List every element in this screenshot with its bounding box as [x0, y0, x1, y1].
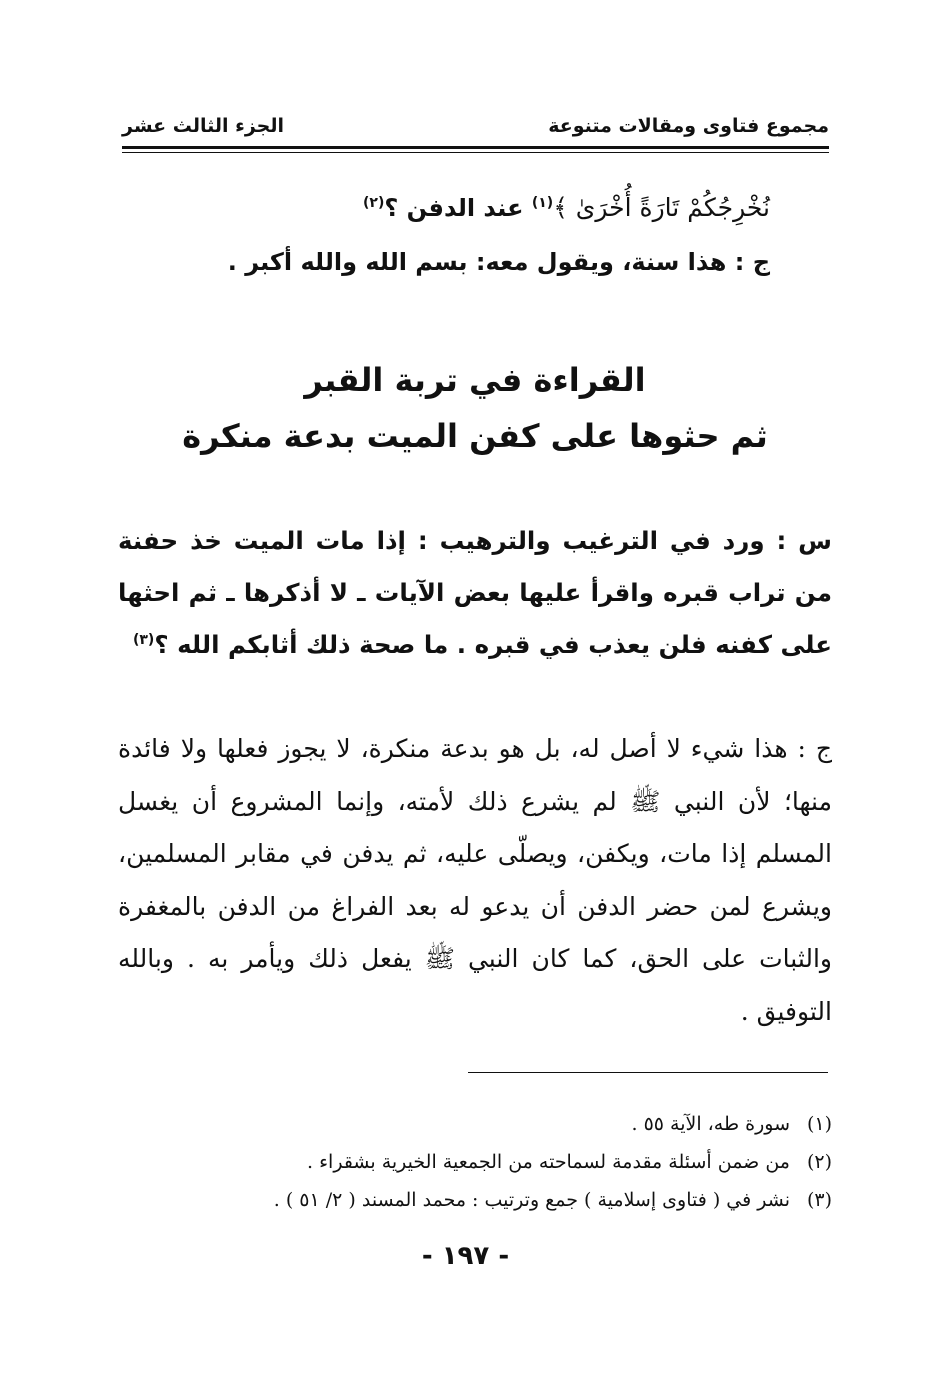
running-header	[122, 112, 829, 140]
footnote-text: نشر في ( فتاوى إسلامية ) جمع وترتيب : محمد المسند ( ٢/ ٥١ ) .	[273, 1189, 790, 1211]
footnote-item	[118, 1105, 832, 1143]
page-number: - ١٩٧ -	[421, 1241, 510, 1271]
footnote-text: سورة طه، الآية ٥٥ .	[631, 1113, 790, 1135]
question-text: س : ورد في الترغيب والترهيب : إذا مات الميت خذ حفنة من تراب قبره واقرأ عليها بعض الآيات ـ لا أذكرها ـ ثم احثها على كفنه فلن يعذب في قبره . ما صحة ذلك أثابكم الله ؟	[118, 526, 832, 659]
volume-label: الجزء الثالث عشر	[122, 115, 285, 137]
heading-line-1: القراءة في تربة القبر	[304, 361, 646, 399]
carryover-question-end: عند الدفن ؟	[384, 194, 532, 222]
carryover-question-line	[118, 188, 832, 228]
book-title: مجموع فتاوى ومقالات متنوعة	[548, 115, 829, 137]
footnotes-list	[118, 1105, 832, 1219]
carryover-answer: ج : هذا سنة، ويقول معه: بسم الله والله أكبر .	[227, 248, 770, 276]
footnote-ref-2: (٢)	[363, 195, 385, 211]
header-rule-thin	[122, 152, 829, 153]
carryover-block	[118, 188, 832, 282]
section-heading	[118, 352, 832, 464]
heading-line-2: ثم حثوها على كفن الميت بدعة منكرة	[182, 417, 768, 455]
footnote-number: (١)	[806, 1113, 832, 1135]
footnote-number: (٢)	[806, 1151, 832, 1173]
question-paragraph	[118, 515, 832, 671]
footnote-item	[118, 1181, 832, 1219]
footnote-ref-1: (١)	[531, 195, 554, 211]
footnote-item	[118, 1143, 832, 1181]
quran-ayah: نُخْرِجُكُمْ تَارَةً أُخْرَىٰ ﴾	[553, 193, 770, 222]
footnote-ref-3: (٣)	[132, 631, 155, 648]
footnote-separator	[468, 1072, 828, 1073]
footnote-text: من ضمن أسئلة مقدمة لسماحته من الجمعية الخيرية بشقراء .	[307, 1151, 790, 1173]
header-rule	[122, 146, 829, 149]
footnote-number: (٣)	[806, 1189, 832, 1211]
answer-paragraph: ج : هذا شيء لا أصل له، بل هو بدعة منكرة، لا يجوز فعلها ولا فائدة منها؛ لأن النبي ﷺ لم يشرع ذلك لأمته، وإنما المشروع أن يغسل المسلم إذا مات، ويكفن، ويصلّى عليه، ثم يدفن في مقابر المسلمين، ويشرع لمن حضر الدفن أن يدعو له بعد الفراغ من الدفن بالمغفرة والثبات على الحق، كما كان النبي ﷺ يفعل ذلك ويأمر به . وبالله التوفيق .	[118, 734, 832, 1026]
